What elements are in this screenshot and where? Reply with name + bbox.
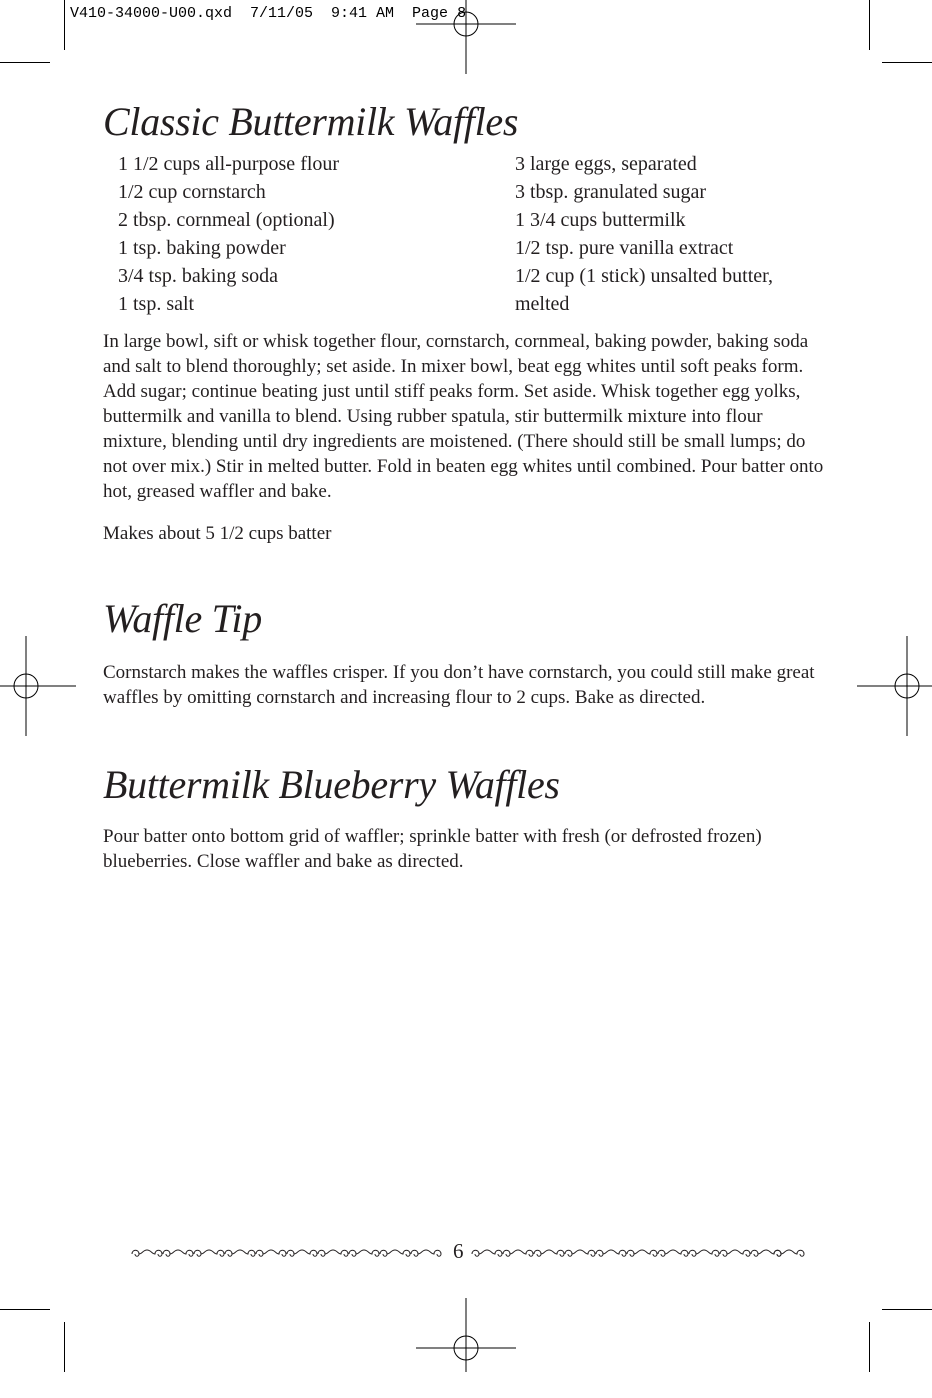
ingredient-item: 3/4 tsp. baking soda [118,265,278,287]
right-ornament-icon [470,1242,805,1262]
ingredient-item: 1/2 cup (1 stick) unsalted butter, [515,265,774,287]
tip-title: Waffle Tip [103,596,262,641]
ingredient-item: 1 1/2 cups all-purpose flour [118,153,340,175]
crop-mark-top-left-v [64,0,65,50]
crop-mark-top-left-h [0,62,50,63]
crop-mark-bottom-left-h [0,1309,50,1310]
ingredients-right-column [515,150,773,318]
recipe-title: Buttermilk Blueberry Waffles [103,762,560,807]
registration-mark-bottom-icon [416,1298,516,1398]
ingredient-item: 1 tsp. baking powder [118,237,286,259]
recipe-body: Pour batter onto bottom grid of waffler; sprinkle batter with fresh (or defrosted frozen) blueberries. Close waffler and bake as directed. [103,826,762,872]
printer-slug: V410-34000-U00.qxd 7/11/05 9:41 AM Page 8 [70,5,467,22]
ingredient-item: melted [515,293,570,315]
ingredients-left-column [118,150,339,318]
crop-mark-bottom-left-v [64,1322,65,1372]
crop-mark-top-right-v [869,0,870,50]
registration-mark-top-icon [416,0,516,74]
tip-body: Cornstarch makes the waffles crisper. If you don’t have cornstarch, you could still make great waffles by omitting cornstarch and increasing flour to 2 cups. Bake as directed. [103,662,815,708]
ingredient-item: 2 tbsp. cornmeal (optional) [118,209,335,231]
crop-mark-top-right-h [882,62,932,63]
ingredient-item: 1 tsp. salt [118,293,195,315]
recipe-title: Classic Buttermilk Waffles [103,99,519,144]
ingredient-item: 1/2 cup cornstarch [118,181,266,203]
left-ornament-icon [130,1242,442,1262]
recipe-yield: Makes about 5 1/2 cups batter [103,523,332,544]
ingredient-item: 1/2 tsp. pure vanilla extract [515,237,734,259]
crop-mark-bottom-right-v [869,1322,870,1372]
registration-mark-left-icon [0,636,76,736]
crop-mark-bottom-right-h [882,1309,932,1310]
ingredient-item: 3 large eggs, separated [515,153,697,175]
recipe-directions: In large bowl, sift or whisk together flour, cornstarch, cornmeal, baking powder, baking soda and salt to blend thoroughly; set aside. In mixer bowl, beat egg whites until soft peaks form. Add sugar; continue beating just until stiff peaks form. Set aside. Whisk together egg yolks, buttermilk and vanilla to blend. Using rubber spatula, stir buttermilk mixture into flour mixture, blending until dry ingredients are moistened. (There should still be small lumps; do not over mix.) Stir in melted butter. Fold in beaten egg whites until combined. Pour batter onto hot, greased waffler and bake. [103,331,824,502]
ingredient-item: 3 tbsp. granulated sugar [515,181,707,203]
ingredient-item: 1 3/4 cups buttermilk [515,209,686,231]
page-number: 6 [453,1239,464,1263]
registration-mark-right-icon [857,636,932,736]
